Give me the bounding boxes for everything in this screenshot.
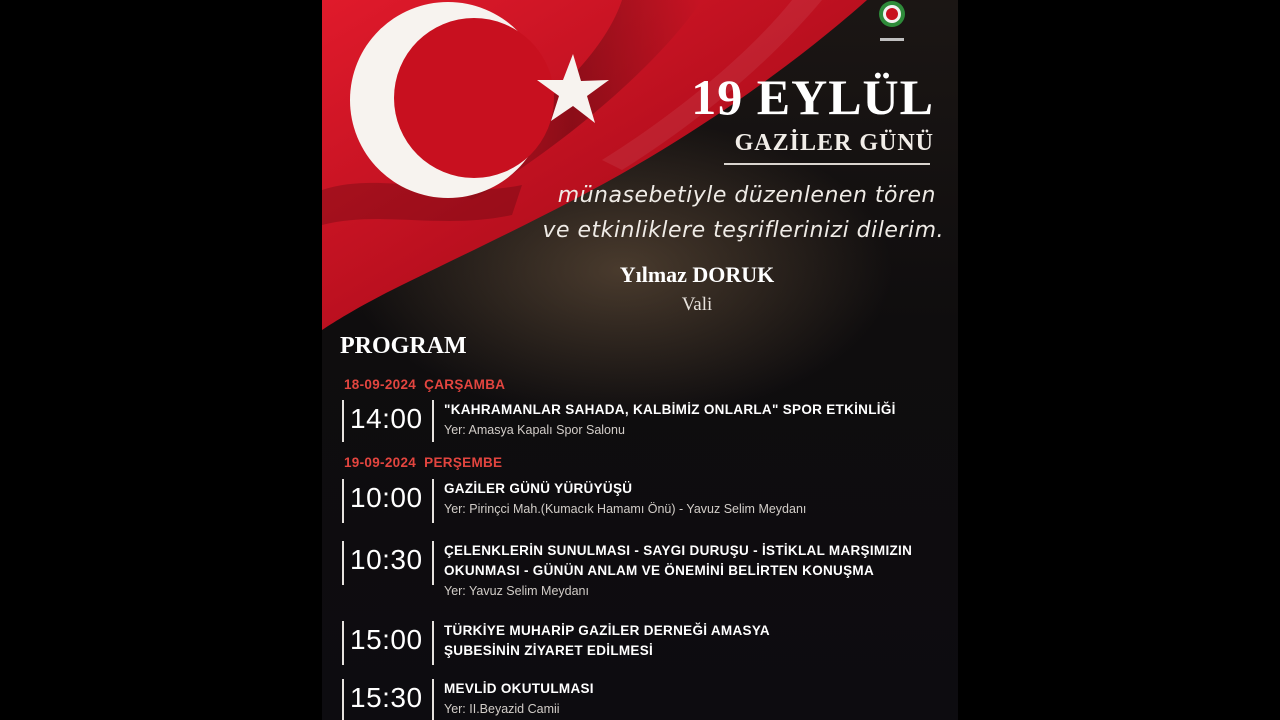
event-bar-right [432, 479, 434, 523]
event-title [444, 479, 806, 499]
event-bar-left [342, 621, 344, 665]
invitation-poster [322, 0, 958, 720]
event-bar-right [432, 679, 434, 720]
event-title [444, 400, 896, 420]
event-time: 15:30 [350, 682, 423, 713]
event-place: Yer: Pirinçci Mah.(Kumacık Hamamı Önü) - Yavuz Selim Meydanı [444, 502, 807, 516]
event-title-line: TÜRKİYE MUHARİP GAZİLER DERNEĞİ AMASYA [444, 623, 770, 638]
event-place: Yer: Yavuz Selim Meydanı [444, 584, 589, 598]
event-time: 14:00 [350, 403, 423, 434]
event-body [444, 621, 770, 661]
event-body [444, 479, 806, 519]
day-weekday: ÇARŞAMBA [424, 377, 506, 392]
event-title-line: MEVLİD OKUTULMASI [444, 681, 594, 696]
event-place: Yer: II.Beyazid Camii [444, 702, 560, 716]
event-body [444, 400, 896, 440]
event-bar-left [342, 679, 344, 720]
event-place: Yer: Amasya Kapalı Spor Salonu [444, 423, 625, 437]
program-heading: PROGRAM [340, 333, 467, 359]
day-date: 18-09-2024 [344, 377, 417, 392]
event-body [444, 541, 912, 601]
event-title [444, 621, 770, 661]
event-bar-right [432, 621, 434, 665]
amasya-valiligi-emblem-icon [868, 0, 916, 48]
event-bar-left [342, 541, 344, 585]
event-title-line: OKUNMASI - GÜNÜN ANLAM VE ÖNEMİNİ BELİRTEN KONUŞMA [444, 563, 874, 578]
day-header [344, 454, 502, 472]
event-bar-right [432, 541, 434, 585]
title-divider [724, 163, 930, 165]
invitation-message-line-2: ve etkinliklere teşriflerinizi dilerim. [542, 218, 944, 243]
event-title [444, 679, 594, 699]
event-time: 10:00 [350, 482, 423, 513]
event-title-line: ÇELENKLERİN SUNULMASI - SAYGI DURUŞU - İSTİKLAL MARŞIMIZIN [444, 543, 913, 558]
event-title-line: ŞUBESİNİN ZİYARET EDİLMESİ [444, 643, 654, 658]
event-time: 10:30 [350, 544, 423, 575]
event-time: 15:00 [350, 624, 423, 655]
event-bar-left [342, 400, 344, 442]
signer-title: Vali [681, 294, 713, 315]
event-title-line: "KAHRAMANLAR SAHADA, KALBİMİZ ONLARLA" SPOR ETKİNLİĞİ [444, 402, 896, 417]
event-body [444, 679, 594, 719]
page-subtitle: GAZİLER GÜNÜ [734, 130, 934, 156]
invitation-message-line-1: münasebetiyle düzenlenen tören [557, 183, 936, 208]
event-bar-right [432, 400, 434, 442]
signer-name: Yılmaz DORUK [619, 262, 775, 287]
day-date: 19-09-2024 [344, 455, 417, 470]
day-header [344, 376, 505, 394]
day-weekday: PERŞEMBE [424, 455, 503, 470]
event-title-line: GAZİLER GÜNÜ YÜRÜYÜŞÜ [444, 481, 633, 496]
page-title: 19 EYLÜL [691, 69, 934, 125]
event-title [444, 541, 912, 581]
event-bar-left [342, 479, 344, 523]
